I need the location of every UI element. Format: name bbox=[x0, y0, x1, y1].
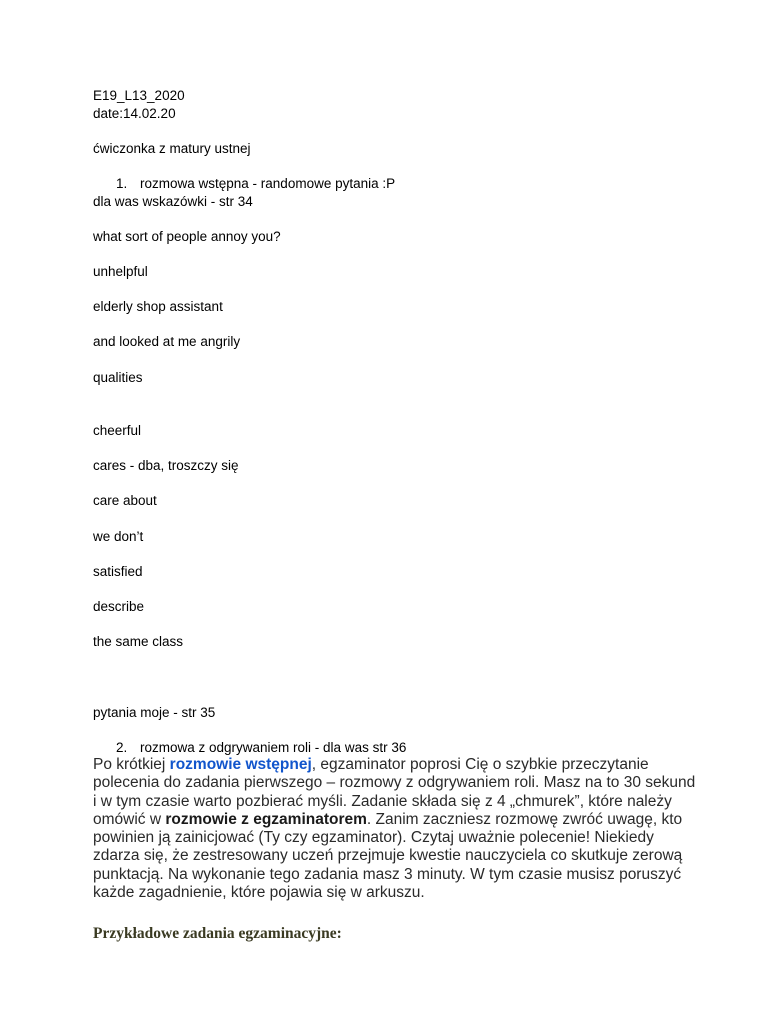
intro-line: ćwiczonka z matury ustnej bbox=[93, 141, 251, 156]
bold-phrase: rozmowie z egzaminatorem bbox=[165, 810, 367, 828]
note-line: dla was wskazówki - str 34 bbox=[93, 194, 253, 209]
note-line: the same class bbox=[93, 634, 184, 649]
list-item bbox=[116, 175, 395, 193]
note-line: qualities bbox=[93, 370, 143, 385]
note-line: pytania moje - str 35 bbox=[93, 705, 216, 720]
note-line: what sort of people annoy you? bbox=[93, 229, 281, 244]
list-item-text: rozmowa wstępna - randomowe pytania :P bbox=[140, 176, 396, 191]
note-line: describe bbox=[93, 599, 145, 614]
note-line: and looked at me angrily bbox=[93, 334, 241, 349]
paragraph-line: polecenia do zadania pierwszego – rozmowy z odgrywaniem roli. Masz na to 30 sekund bbox=[93, 774, 696, 792]
list-item-number: 2. bbox=[116, 740, 128, 755]
paragraph-text: . Zanim zaczniesz rozmowę zwróć uwagę, kto bbox=[366, 810, 683, 828]
paragraph-line: i w tym czasie warto pozbierać myśli. Zadanie składa się z 4 „chmurek”, które należy bbox=[93, 792, 672, 810]
list-item-text: rozmowa z odgrywaniem roli - dla was str 36 bbox=[140, 740, 407, 755]
list-item bbox=[116, 739, 406, 757]
note-line: we don’t bbox=[93, 529, 144, 544]
note-line: elderly shop assistant bbox=[93, 299, 223, 314]
note-line: cares - dba, troszczy się bbox=[93, 458, 239, 473]
list-item-number: 1. bbox=[116, 176, 128, 191]
note-line: cheerful bbox=[93, 423, 142, 438]
paragraph-line: zdarza się, że zestresowany uczeń przejmuje kwestie nauczyciela co skutkuje zerową bbox=[93, 847, 683, 865]
paragraph-text: omówić w bbox=[93, 810, 166, 828]
note-line: satisfied bbox=[93, 564, 143, 579]
note-line: unhelpful bbox=[93, 264, 148, 279]
paragraph-line: powinien ją zainicjować (Ty czy egzaminator). Czytaj uważnie polecenie! Niekiedy bbox=[93, 829, 654, 847]
document-code: E19_L13_2020 bbox=[93, 88, 185, 103]
paragraph-text: , egzaminator poprosi Cię o szybkie przeczytanie bbox=[311, 756, 649, 773]
section-heading: Przykładowe zadania egzaminacyjne: bbox=[93, 925, 342, 942]
paragraph-line bbox=[93, 756, 683, 774]
document-date: date:14.02.20 bbox=[93, 106, 176, 121]
rozmowie-wstepnej-link[interactable]: rozmowie wstępnej bbox=[169, 756, 312, 773]
paragraph-line bbox=[93, 811, 683, 829]
paragraph-line: punktacją. Na wykonanie tego zadania masz 3 minuty. W tym czasie musisz poruszyć bbox=[93, 865, 682, 883]
instruction-paragraph bbox=[93, 756, 696, 902]
note-line: care about bbox=[93, 493, 157, 508]
paragraph-text: Po krótkiej bbox=[93, 756, 170, 773]
paragraph-line: każde zagadnienie, które pojawia się w arkuszu. bbox=[93, 884, 425, 902]
